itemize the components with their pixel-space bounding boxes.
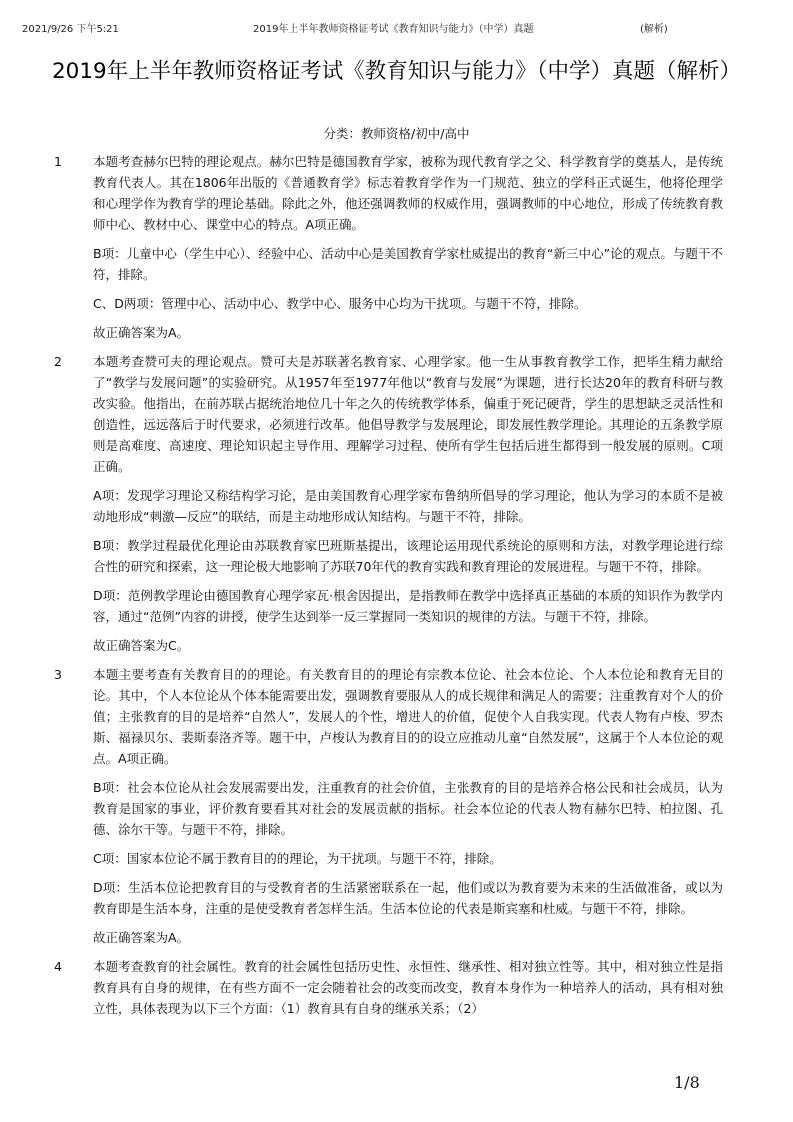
print-datetime: 2021/9/26 下午5:21 <box>22 24 119 35</box>
answer-list <box>0 151 793 1027</box>
question-item <box>0 351 793 656</box>
question-paragraph: B项：儿童中心（学生中心）、经验中心、活动中心是美国教育学家杜威提出的教育“新三中心”论的观点。与题干不符，排除。 <box>93 246 723 282</box>
question-paragraph: B项：社会本位论从社会发展需要出发，注重教育的社会价值，主张教育的目的是培养合格公民和社会成员，认为教育是国家的事业，评价教育要看其对社会的发展贡献的指标。社会本位论的代表人物有赫尔巴特、柏拉图、孔德、涂尔干等。与题干不符，排除。 <box>93 780 723 837</box>
question-paragraph: C、D两项：管理中心、活动中心、教学中心、服务中心均为干扰项。与题干不符，排除。 <box>93 296 587 311</box>
question-number: 1 <box>54 154 62 169</box>
question-paragraph: A项：发现学习理论又称结构学习论，是由美国教育心理学家布鲁纳所倡导的学习理论，他认为学习的本质不是被动地形成“刺激—反应”的联结，而是主动地形成认知结构。与题干不符，排除。 <box>93 488 723 524</box>
print-doc-title: 2019年上半年教师资格证考试《教育知识与能力》（中学）真题 <box>253 24 534 35</box>
question-item <box>0 151 793 343</box>
print-tag: (解析) <box>640 24 668 35</box>
answer-line: 故正确答案为A。 <box>93 325 190 340</box>
question-item <box>0 664 793 948</box>
question-paragraph: D项：范例教学理论由德国教育心理学家瓦·根舍因提出，是指教师在教学中选择真正基础的本质的知识作为教学内容，通过“范例”内容的讲授，使学生达到举一反三掌握同一类知识的规律的方法。与题干不符，排除。 <box>93 588 723 624</box>
answer-line: 故正确答案为C。 <box>93 638 190 653</box>
page-title: 2019年上半年教师资格证考试《教育知识与能力》（中学）真题（解析） <box>52 59 741 84</box>
question-number: 4 <box>54 959 62 974</box>
question-paragraph: 本题主要考查有关教育目的的理论。有关教育目的的理论有宗教本位论、社会本位论、个人本位论和教育无目的论。其中，个人本位论从个体本能需要出发，强调教育要服从人的成长规律和满足人的需要；注重教育对个人的价值；主张教育的目的是培养“自然人”，发展人的个性，增进人的价值，促使个人自我实现。代表人物有卢梭、罗杰斯、福禄贝尔、裴斯泰洛齐等。题干中，卢梭认为教育目的的设立应推动儿童“自然发展”，这属于个人本位论的观点。A项正确。 <box>93 667 723 766</box>
category-label: 分类：教师资格/初中/高中 <box>323 126 470 141</box>
question-paragraph: D项：生活本位论把教育目的与受教育者的生活紧密联系在一起，他们或以为教育要为未来的生活做准备，或以为教育即是生活本身，注重的是使受教育者怎样生活。生活本位论的代表是斯宾塞和杜威。与题干不符，排除。 <box>93 880 723 916</box>
question-paragraph: 本题考查教育的社会属性。教育的社会属性包括历史性、永恒性、继承性、相对独立性等。其中，相对独立性是指教育具有自身的规律，在有些方面不一定会随着社会的改变而改变，教育本身作为一种培养人的活动，具有相对独立性，具体表现为以下三个方面：（1）教育具有自身的继承关系；（2） <box>93 959 723 1016</box>
question-paragraph: C项：国家本位论不属于教育目的的理论，为干扰项。与题干不符，排除。 <box>93 851 502 866</box>
page-number: 1/8 <box>674 1073 700 1092</box>
question-paragraph: 本题考查赫尔巴特的理论观点。赫尔巴特是德国教育学家，被称为现代教育学之父、科学教育学的奠基人，是传统教育代表人。其在1806年出版的《普通教育学》标志着教育学作为一门规范、独立的学科正式诞生，他将伦理学和心理学作为教育学的理论基础。除此之外，他还强调教师的权威作用，强调教师的中心地位，形成了传统教育教师中心、教材中心、课堂中心的特点。A项正确。 <box>93 154 723 232</box>
question-paragraph: B项：教学过程最优化理论由苏联教育家巴班斯基提出，该理论运用现代系统论的原则和方法，对教学理论进行综合性的研究和探索，这一理论极大地影响了苏联70年代的教育实践和教育理论的发展进程。与题干不符，排除。 <box>93 538 723 574</box>
answer-line: 故正确答案为A。 <box>93 930 190 945</box>
question-item <box>0 956 793 1019</box>
question-number: 3 <box>54 667 62 682</box>
question-paragraph: 本题考查赞可夫的理论观点。赞可夫是苏联著名教育家、心理学家。他一生从事教育教学工作，把毕生精力献给了“教学与发展问题”的实验研究。从1957年至1977年他以“教育与发展”为课题，进行长达20年的教育科研与教改实验。他指出，在前苏联占据统治地位几十年之久的传统教学体系，偏重于死记硬背，学生的思想缺乏灵活性和创造性，远远落后于时代要求，必须进行改革。他倡导教学与发展理论，即发展性教学理论。其理论的五条教学原则是高难度、高速度、理论知识起主导作用、理解学习过程、使所有学生包括后进生都得到一般发展的原则。C项正确。 <box>93 354 723 474</box>
question-number: 2 <box>54 354 62 369</box>
